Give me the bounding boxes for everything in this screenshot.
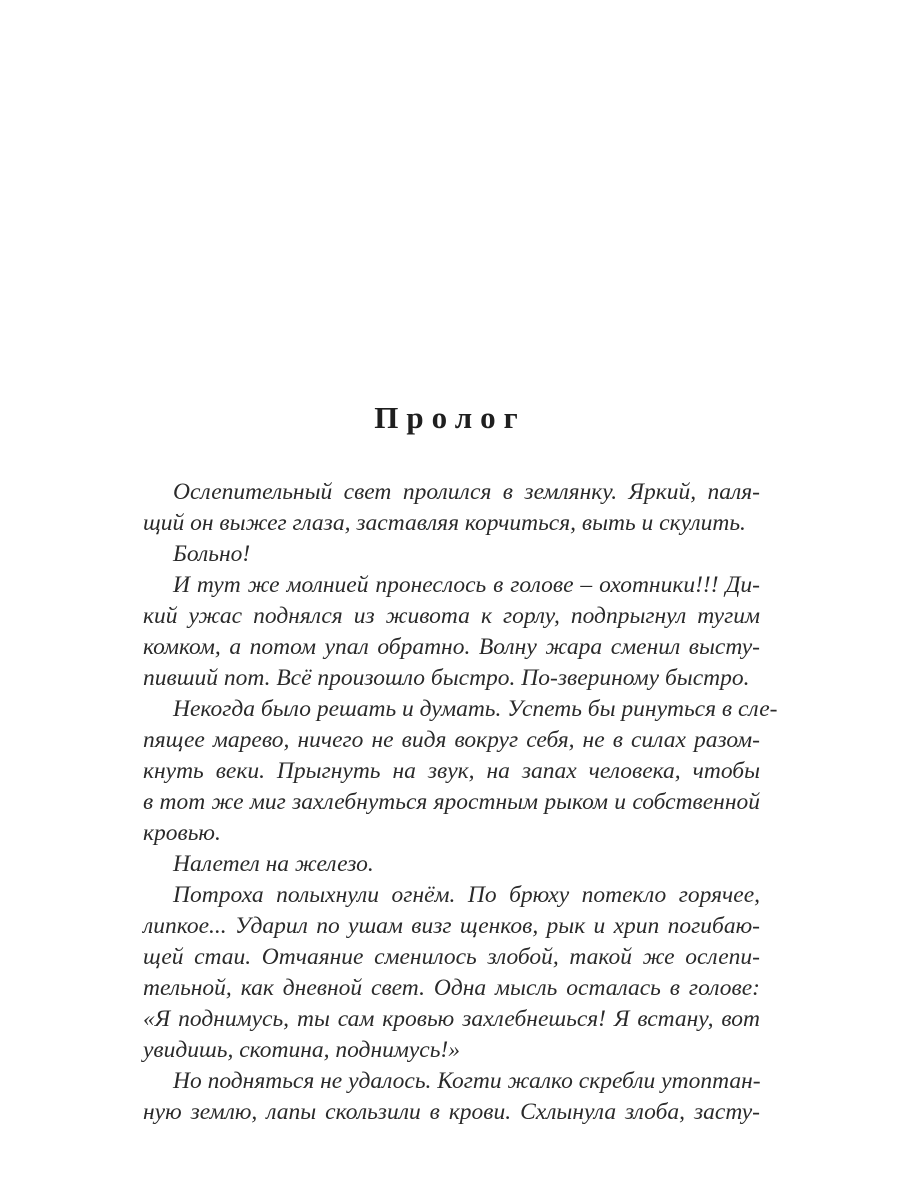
text-line: Ослепительный свет пролился в землянку. Яркий, паля- xyxy=(173,479,760,505)
text-line: комком, а потом упал обратно. Волну жара сменил высту- xyxy=(143,634,760,660)
text-line: кнуть веки. Прыгнуть на звук, на запах человека, чтобы xyxy=(143,758,760,784)
text-line: липкое... Ударил по ушам визг щенков, рык и хрип погибаю- xyxy=(143,913,760,939)
prologue-text xyxy=(143,477,778,1128)
text-line: кий ужас поднялся из живота к горлу, подпрыгнул тугим xyxy=(143,603,760,629)
text-line: ную землю, лапы скользили в крови. Схлынула злоба, засту- xyxy=(143,1099,760,1125)
text-line: Потроха полыхнули огнём. По брюху потекло горячее, xyxy=(173,882,760,908)
text-line: увидишь, скотина, поднимусь!» xyxy=(143,1037,460,1063)
text-line: Больно! xyxy=(173,541,251,567)
text-line: пивший пот. Всё произошло быстро. По-звериному быстро. xyxy=(143,665,750,691)
text-line: в тот же миг захлебнуться яростным рыком и собственной xyxy=(143,789,760,815)
chapter-title: Пролог xyxy=(374,400,526,435)
text-line: тельной, как дневной свет. Одна мысль осталась в голове: xyxy=(143,975,760,1001)
text-line: пящее марево, ничего не видя вокруг себя, не в силах разом- xyxy=(143,727,760,753)
text-line: И тут же молнией пронеслось в голове – охотники!!! Ди- xyxy=(173,572,760,598)
text-line: «Я поднимусь, ты сам кровью захлебнешься! Я встану, вот xyxy=(143,1006,760,1032)
text-line: щей стаи. Отчаяние сменилось злобой, такой же ослепи- xyxy=(143,944,760,970)
text-line: щий он выжег глаза, заставляя корчиться, выть и скулить. xyxy=(143,510,746,536)
text-line: Налетел на железо. xyxy=(173,851,374,877)
text-line: кровью. xyxy=(143,820,221,846)
text-line: Но подняться не удалось. Когти жалко скребли утоптан- xyxy=(173,1068,761,1094)
text-line: Некогда было решать и думать. Успеть бы ринуться в сле- xyxy=(173,696,778,722)
